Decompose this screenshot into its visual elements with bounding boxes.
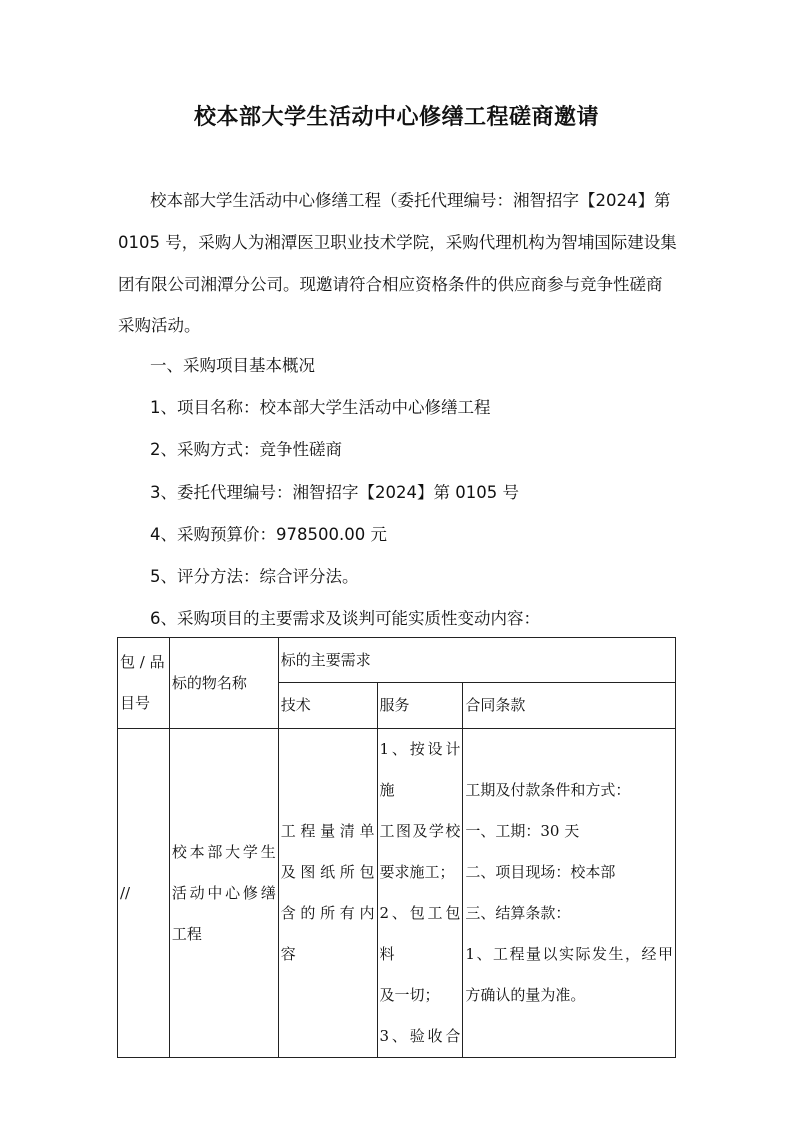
cell-line: 二、项目现场：校本部: [465, 863, 616, 881]
cell-line: 活动中心修缮: [171, 883, 276, 902]
requirements-table: [117, 637, 676, 1058]
list-item: 2、采购方式：竞争性磋商: [150, 440, 342, 459]
header-item-name: 标的物名称: [169, 638, 278, 729]
cell-line: 一、工期：30 天: [465, 822, 580, 840]
list-item: 4、采购预算价：978500.00 元: [150, 525, 387, 544]
cell-line: 工程量清单: [280, 822, 375, 840]
cell-line: 2、包工包料: [379, 904, 461, 963]
list-item: 5、评分方法：综合评分法。: [150, 567, 359, 586]
header-service: 服务: [377, 683, 463, 729]
cell-service: [377, 729, 463, 1058]
cell-line: 1、工程量以实际发生，经甲: [465, 945, 673, 963]
list-item: 3、委托代理编号：湘智招字【2024】第 0105 号: [150, 483, 519, 502]
header-technical: 技术: [278, 683, 377, 729]
list-item: 6、采购项目的主要需求及谈判可能实质性变动内容：: [150, 609, 540, 628]
table-row: [118, 729, 676, 1058]
cell-line: 及图纸所包: [280, 863, 375, 881]
cell-line: 要求施工；: [379, 863, 455, 881]
header-requirements: 标的主要需求: [278, 638, 675, 683]
header-package-no: [118, 638, 170, 729]
cell-line: 工期及付款条件和方式：: [465, 781, 631, 799]
cell-line: 容: [280, 945, 296, 963]
cell-line: 3、验收合: [379, 1027, 461, 1045]
cell-item-name: [169, 729, 278, 1058]
cell-line: 1、按设计施: [379, 740, 461, 799]
intro-line: 校本部大学生活动中心修缮工程（委托代理编号：湘智招字【2024】第: [150, 191, 671, 210]
cell-line: 方确认的量为准。: [465, 986, 586, 1004]
intro-line: 团有限公司湘潭分公司。现邀请符合相应资格条件的供应商参与竞争性磋商: [118, 275, 663, 294]
intro-line: 采购活动。: [118, 316, 201, 335]
cell-line: 工图及学校: [379, 822, 461, 840]
cell-line: 三、结算条款：: [465, 904, 571, 922]
cell-technical: [278, 729, 377, 1058]
cell-line: 及一切；: [379, 986, 440, 1004]
cell-line: 工程: [171, 924, 202, 943]
cell-line: 含的所有内: [280, 904, 375, 922]
cell-line: 校本部大学生: [171, 842, 276, 861]
intro-line: 0105 号，采购人为湘潭医卫职业技术学院，采购代理机构为智埔国际建设集: [118, 233, 677, 252]
header-text: 目号: [120, 694, 151, 712]
section-heading: 一、采购项目基本概况: [150, 356, 315, 375]
document-title: 校本部大学生活动中心修缮工程磋商邀请: [193, 104, 599, 130]
cell-package-no: //: [118, 729, 170, 1058]
cell-contract: [463, 729, 676, 1058]
header-text: 包 / 品: [120, 653, 165, 671]
header-contract: 合同条款: [463, 683, 676, 729]
list-item: 1、项目名称：校本部大学生活动中心修缮工程: [150, 398, 491, 417]
